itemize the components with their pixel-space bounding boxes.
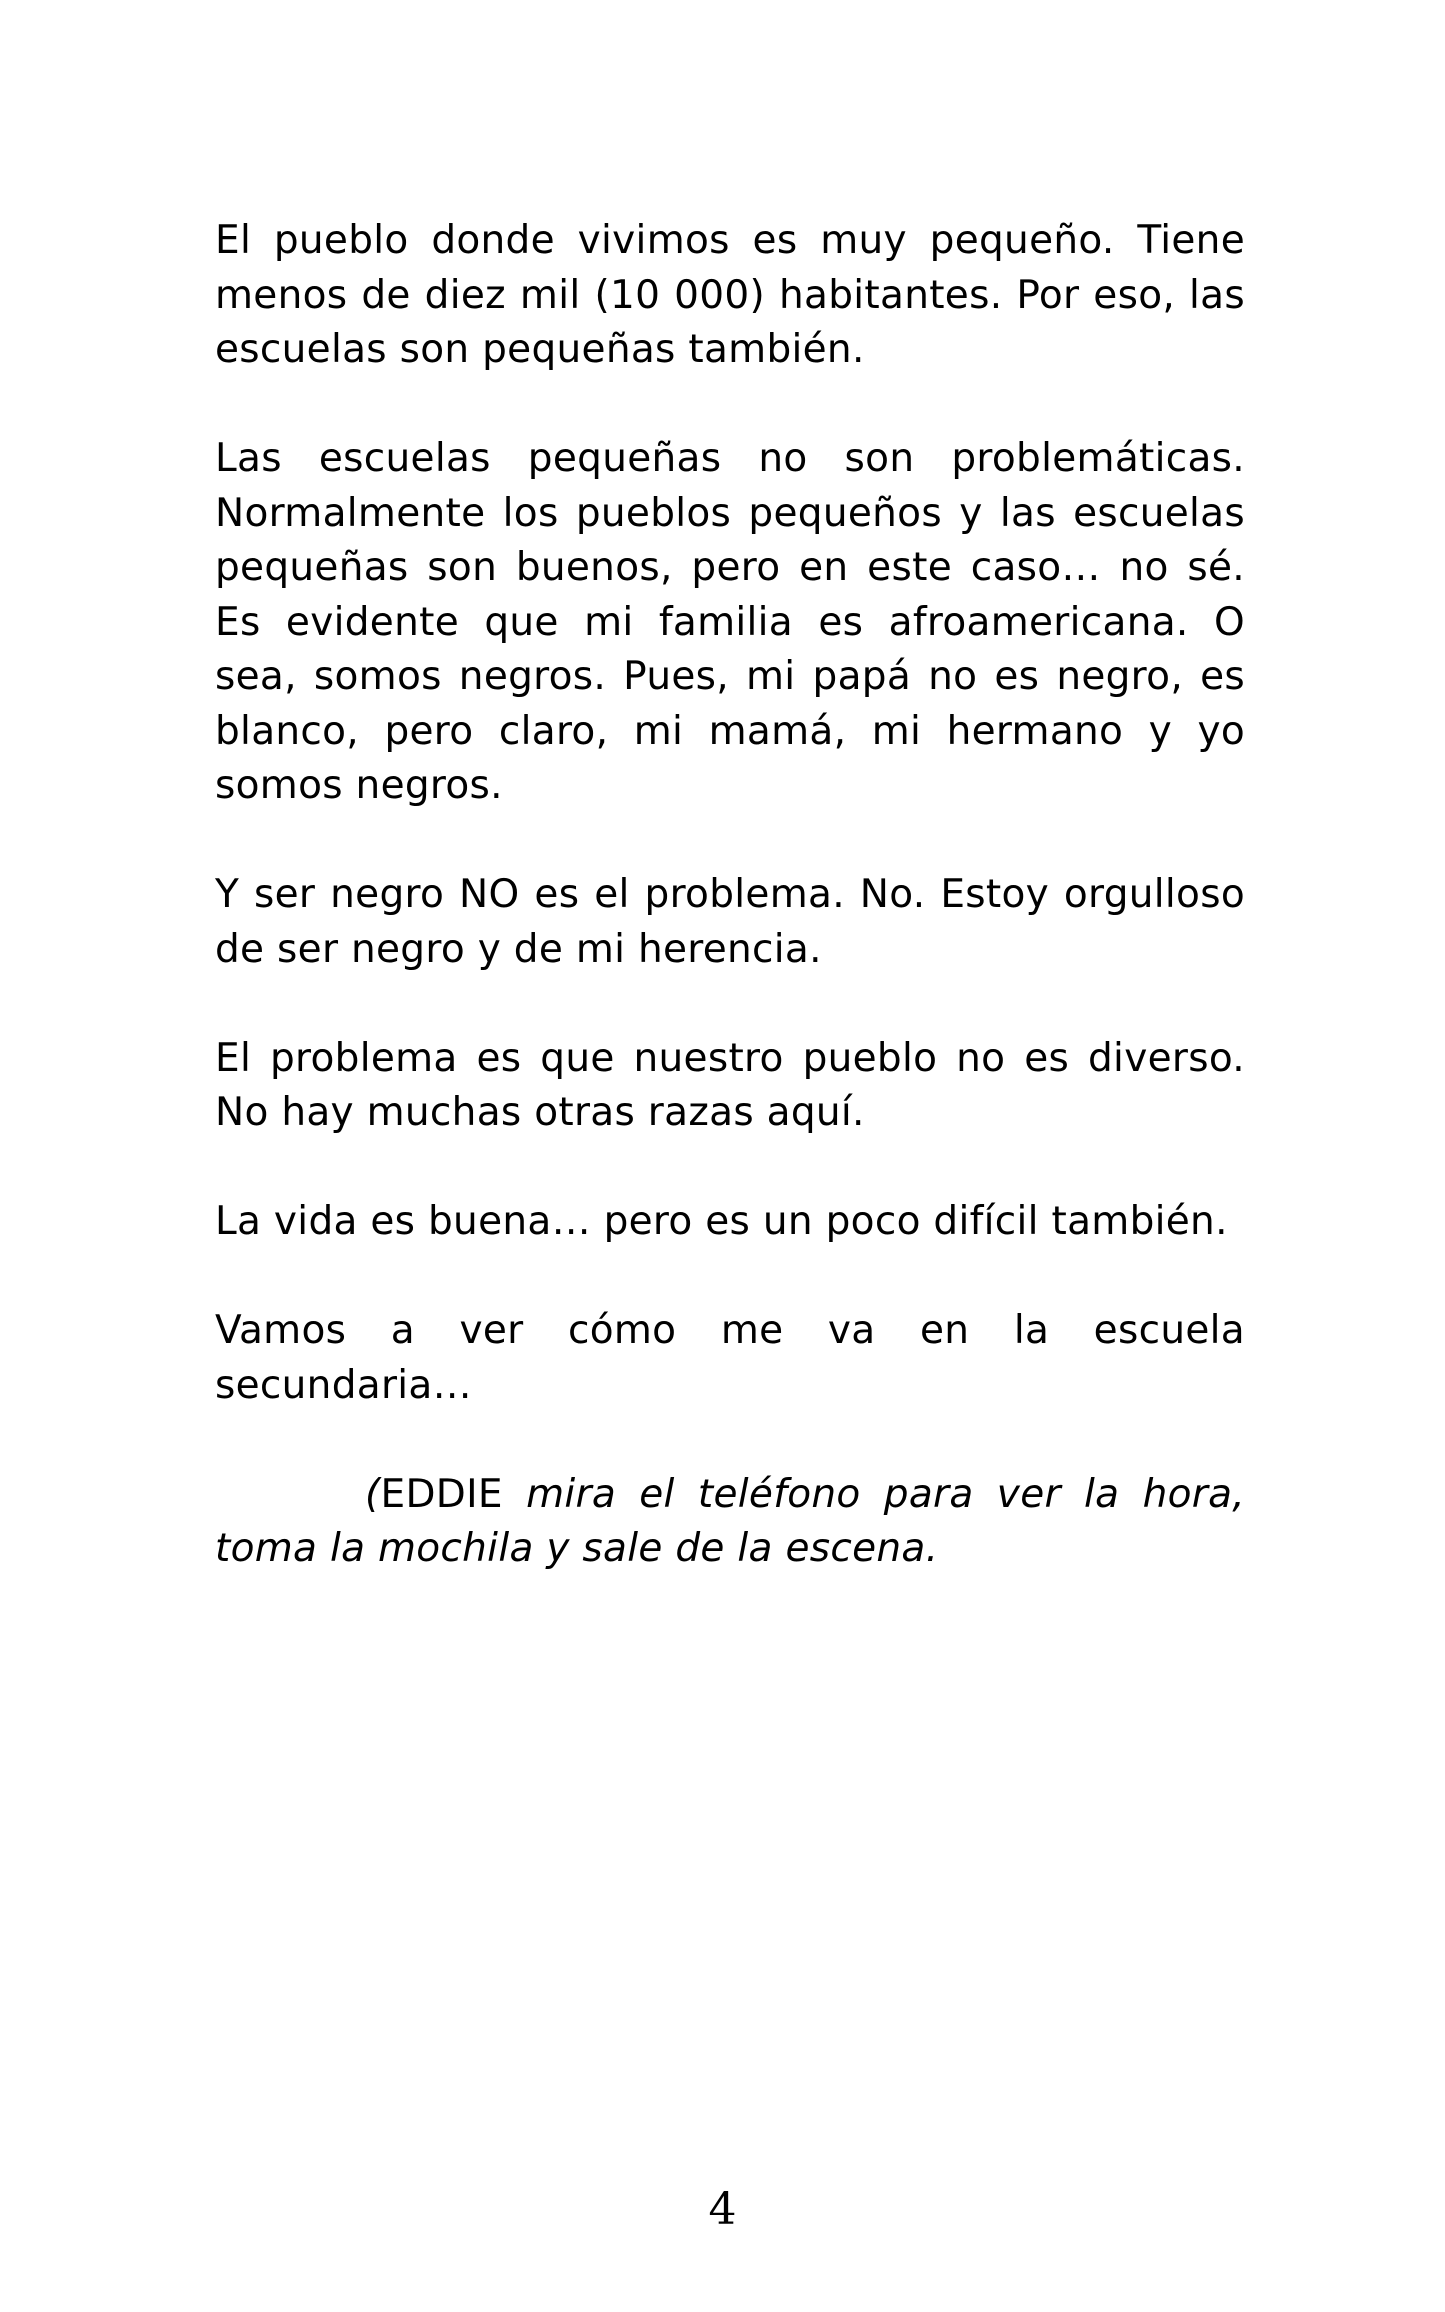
paragraph: Y ser negro NO es el problema. No. Estoy orgulloso de ser negro y de mi herencia. [215,872,1245,972]
body-text [215,214,1245,1577]
stage-direction-paren: ( [365,1471,381,1517]
paragraph: Vamos a ver cómo me va en la escuela secundaria… [215,1308,1245,1408]
stage-direction-action: mira el teléfono para ver la hora, toma la mochila y sale de la escena. [215,1471,1245,1571]
paragraph: La vida es buena… pero es un poco difícil también. [215,1199,1228,1244]
paragraph: Las escuelas pequeñas no son problemáticas. Normalmente los pueblos pequeños y las escuelas pequeñas son buenos, pero en este caso… no sé. Es evidente que mi familia es afroamericana. O sea, somos negros. Pues, mi papá no es negro, es blanco, pero claro, mi mamá, mi hermano y yo somos negros. [215,436,1245,808]
stage-direction [215,1468,1245,1577]
paragraph: El pueblo donde vivimos es muy pequeño. Tiene menos de diez mil (10 000) habitantes. Por eso, las escuelas son pequeñas también. [215,218,1245,372]
stage-direction-character: EDDIE [380,1471,503,1517]
paragraph: El problema es que nuestro pueblo no es diverso. No hay muchas otras razas aquí. [215,1035,1245,1135]
page-number: 4 [708,2184,737,2235]
